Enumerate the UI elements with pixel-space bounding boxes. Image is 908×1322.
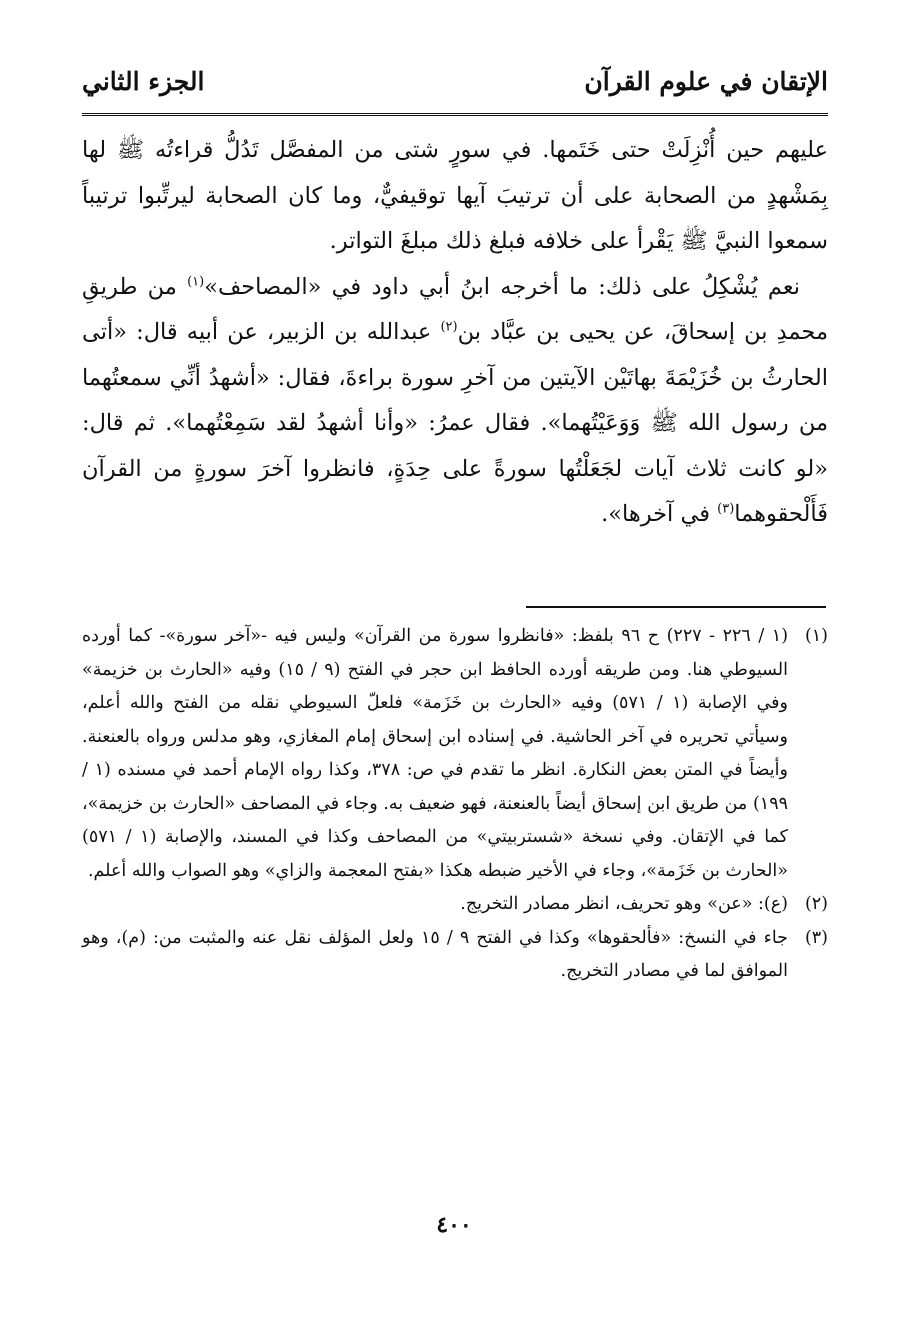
paragraph-1: عليهم حين أُنْزِلَتْ حتى خَتَمها. في سورٍ شتى من المفصَّل تَدُلُّ قراءتُه ﷺ لها بِمَشْهدٍ من الصحابة على أن ترتيبَ آيها توقيفيٌّ، وما كان الصحابة ليرتِّبوا ترتيباً سمعوا النبيَّ ﷺ يَقْرأ على خلافه فبلغ ذلك مبلغَ التواتر. <box>82 137 828 254</box>
book-title: الإتقان في علوم القرآن <box>584 66 828 96</box>
footnote-text: (١ / ٢٢٦ - ٢٢٧) ح ٩٦ بلفظ: «فانظروا سورة من القرآن» وليس فيه -«آخر سورة»- كما أورده السيوطي هنا. ومن طريقه أورده الحافظ ابن حجر في الفتح (٩ / ١٥) وفيه «الحارث بن خزيمة» وفي الإصابة (١ / ٥٧١) وفيه «الحارث بن خَزَمة» فلعلّ السيوطي نقله من الفتح والله أعلم، وسيأتي تحريره في آخر الحاشية. في إسناده ابن إسحاق إمام المغازي، وهو مدلس ورواه بالعنعنة. وأيضاً في المتن بعض النكارة. انظر ما تقدم في ص: ٣٧٨، وكذا رواه الإمام أحمد في مسنده (١ / ١٩٩) من طريق ابن إسحاق أيضاً بالعنعنة، فهو ضعيف به. وجاء في المصاحف «الحارث بن خزيمة»، كما في الإتقان. وفي نسخة «شستربيتي» من المصاحف وكذا في المسند، والإصابة (١ / ٥٧١) «الحارث بن خَزَمة»، وجاء في الأخير ضبطه هكذا «بفتح المعجمة والزاي» وهو الصواب والله أعلم. <box>82 626 789 881</box>
paragraph-2-part-1: نعم يُشْكِلُ على ذلك: ما أخرجه ابنُ أبي داود في «المصاحف» <box>204 273 800 300</box>
header-rule <box>82 113 828 116</box>
page-number: ٤٠٠ <box>436 1212 472 1238</box>
paragraph-2-part-4: في آخرها». <box>601 501 718 527</box>
footnote-1 <box>82 620 828 888</box>
part-label: الجزء الثاني <box>82 66 205 96</box>
paragraph-2-part-2: من طريقِ محمدِ بن إسحاقَ، عن يحيى بن عبَّاد بن <box>82 273 828 345</box>
main-text <box>82 128 828 538</box>
footnote-ref-1[interactable]: (١) <box>187 274 205 289</box>
footnote-rule <box>526 606 826 608</box>
footnote-number: (١) <box>804 626 828 646</box>
footnote-number: (٢) <box>804 894 828 914</box>
footnote-ref-3[interactable]: (٣) <box>717 501 735 517</box>
running-header <box>82 52 828 110</box>
paragraph-2 <box>82 265 828 538</box>
paragraph-2-part-3: عبدالله بن الزبير، عن أبيه قال: «أتى الحارثُ بن خُزَيْمَةَ بهاتَيْن الآيتين من آخرِ سورة براءةَ، فقال: «أشهدُ أنِّي سمعتُهما من رسول الله ﷺ وَوَعَيْتُهما». فقال عمرُ: «وأنا أشهدُ لقد سَمِعْتُهما». ثم قال: «لو كانت ثلاث آيات لجَعَلْتُها سورةً على حِدَةٍ، فانظروا آخرَ سورةٍ من القرآن فَأَلْحقوهما <box>82 319 828 527</box>
footnote-2 <box>82 888 828 922</box>
footnote-ref-2[interactable]: (٢) <box>440 319 458 335</box>
footnote-text: (ع): «عن» وهو تحريف، انظر مصادر التخريج. <box>460 894 788 914</box>
footnote-text: جاء في النسخ: «فألحقوها» وكذا في الفتح ٩ / ١٥ ولعل المؤلف نقل عنه والمثبت من: (م)، وهو الموافق لما في مصادر التخريج. <box>82 927 788 981</box>
footnote-3 <box>82 922 828 989</box>
footnotes <box>82 620 828 989</box>
footnote-number: (٣) <box>804 927 828 948</box>
